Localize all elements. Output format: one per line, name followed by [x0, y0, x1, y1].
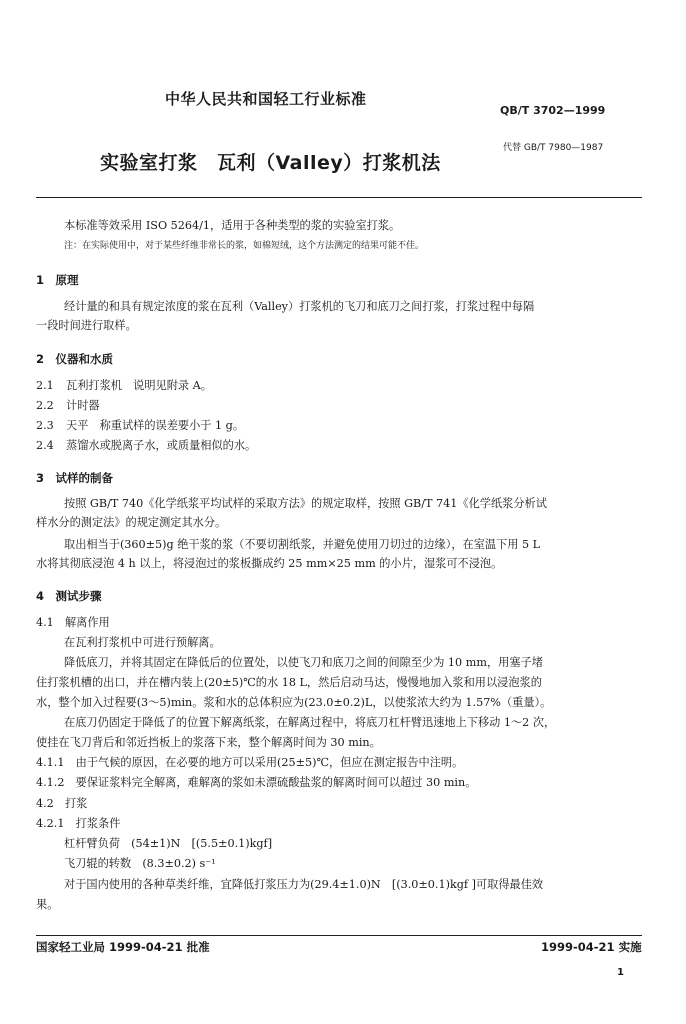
clause-4-1-1: 4.1.1 由于气候的原因，在必要的地方可以采用(25±5)℃，但应在测定报告中注明。 — [36, 756, 464, 769]
section-3-text-line: 按照 GB/T 740《化学纸浆平均试样的采取方法》的规定取样，按照 GB/T 741《化学纸浆分析试 — [64, 497, 547, 510]
beating-condition-line: 飞刀辊的转数 (8.3±0.2) s⁻¹ — [64, 857, 216, 870]
item-text: 蒸馏水或脱离子水，或质量相似的水。 — [66, 439, 257, 452]
section-1-text-line: 一段时间进行取样。 — [36, 319, 137, 332]
approval-line: 国家轻工业局 1999-04-21 批准 — [36, 940, 210, 954]
list-item — [36, 419, 244, 433]
top-divider — [36, 197, 642, 198]
page-number: 1 — [617, 967, 624, 978]
item-number: 2.4 — [36, 439, 54, 452]
section-4-text-line: 水，整个加入过程要(3～5)min。浆和水的总体积应为(23.0±0.2)L，以使浆浓大约为 1.57%（重量）。 — [36, 696, 552, 709]
intro-note: 注：在实际使用中，对于某些纤维非常长的浆，如棉短绒，这个方法测定的结果可能不佳。 — [64, 241, 425, 251]
section-4-text-line: 住打浆机槽的出口，并在槽内装上(20±5)℃的水 18 L，然后启动马达，慢慢地加入浆和用以浸泡浆的 — [36, 676, 542, 689]
section-2-heading: 2 仪器和水质 — [36, 352, 114, 366]
section-3-text-line: 样水分的测定法》的规定测定其水分。 — [36, 516, 227, 529]
item-number: 2.3 — [36, 419, 54, 432]
section-4-text-line: 降低底刀，并将其固定在降低后的位置处，以使飞刀和底刀之间的间隙至少为 10 mm，用塞子堵 — [64, 656, 543, 669]
item-text: 瓦利打浆机 说明见附录 A。 — [66, 379, 212, 392]
section-3-text-line: 取出相当于(360±5)g 绝干浆的浆（不要切割纸浆，并避免使用刀切过的边缘），在室温下用 5 L — [64, 538, 541, 551]
section-4-text-line: 在底刀仍固定于降低了的位置下解离纸浆，在解离过程中，将底刀杠杆臂迅速地上下移动 1～2 次， — [64, 716, 556, 729]
beating-condition-line: 杠杆臂负荷 (54±1)N [(5.5±0.1)kgf] — [64, 837, 273, 850]
section-1-heading: 1 原理 — [36, 273, 79, 287]
subsection-4-2-heading: 4.2 打浆 — [36, 797, 88, 810]
section-4-text-line: 使挂在飞刀背后和邻近挡板上的浆落下来，整个解离时间为 30 min。 — [36, 736, 381, 749]
list-item — [36, 379, 212, 393]
item-text: 天平 称重试样的误差要小于 1 g。 — [66, 419, 245, 432]
item-number: 2.1 — [36, 379, 54, 392]
section-3-text-line: 水将其彻底浸泡 4 h 以上，将浸泡过的浆板撕成约 25 mm×25 mm 的小片，湿浆可不浸泡。 — [36, 557, 503, 570]
list-item — [36, 399, 100, 413]
subsection-4-2-1-heading: 4.2.1 打浆条件 — [36, 817, 121, 830]
item-number: 2.2 — [36, 399, 54, 412]
beating-condition-line: 对于国内使用的各种草类纤维，宜降低打浆压力为(29.4±1.0)N [(3.0±0.1)kgf ]可取得最佳效 — [64, 878, 544, 891]
subsection-4-1-heading: 4.1 解离作用 — [36, 616, 110, 629]
section-3-heading: 3 试样的制备 — [36, 471, 114, 485]
intro-text: 本标准等效采用 ISO 5264/1，适用于各种类型的浆的实验室打浆。 — [64, 219, 401, 232]
section-4-heading: 4 测试步骤 — [36, 589, 102, 603]
beating-condition-line: 果。 — [36, 898, 59, 911]
section-1-text-line: 经计量的和具有规定浓度的浆在瓦利（Valley）打浆机的飞刀和底刀之间打浆，打浆过程中每隔 — [64, 300, 535, 313]
clause-4-1-2: 4.1.2 要保证浆料完全解离，难解离的浆如未漂硫酸盐浆的解离时间可以超过 30 min。 — [36, 776, 477, 789]
issuing-body: 中华人民共和国轻工行业标准 — [165, 90, 367, 108]
list-item — [36, 439, 256, 453]
implementation-date: 1999-04-21 实施 — [541, 940, 642, 954]
standard-code: QB/T 3702—1999 — [500, 104, 606, 117]
replaces-standard: 代替 GB/T 7980—1987 — [503, 143, 604, 153]
bottom-divider — [36, 935, 642, 936]
item-text: 计时器 — [66, 399, 100, 412]
document-title: 实验室打浆 瓦利（Valley）打浆机法 — [100, 152, 441, 174]
section-4-text-line: 在瓦利打浆机中可进行预解离。 — [64, 636, 221, 649]
